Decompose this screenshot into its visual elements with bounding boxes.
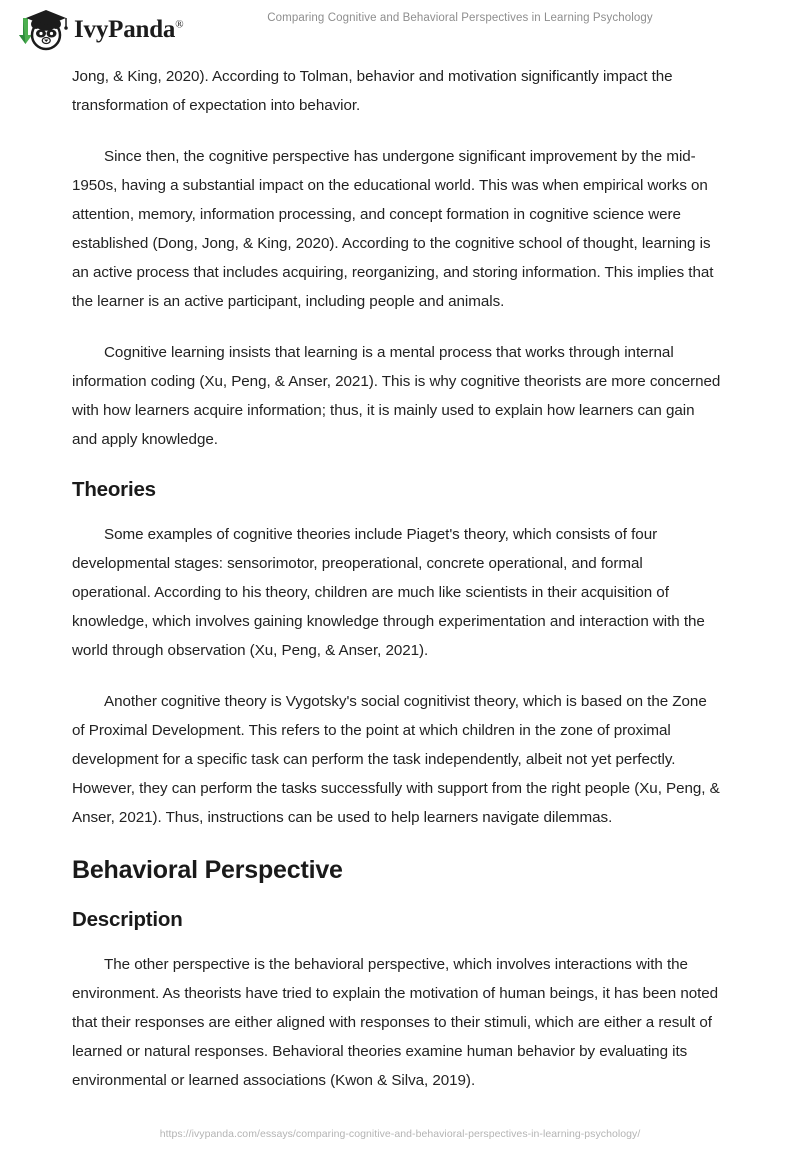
paragraph-cognitive-learning: Cognitive learning insists that learning is a mental process that works through internal information coding (Xu, Peng, & Anser, 2021). This is why cognitive theorists are more concerned with how learners acquire information; thus, it is mainly used to explain how learners can gain and apply knowledge. <box>72 344 721 448</box>
paragraph-vygotsky-theory: Another cognitive theory is Vygotsky's social cognitivist theory, which is based on the Zone of Proximal Development. This refers to the point at which children in the zone of proximal development for a specific task can perform the task independently, albeit not yet perfectly. However, they can perform the tasks successfully with support from the right people (Xu, Peng, & Anser, 2021). Thus, instructions can be used to help learners navigate dilemmas. <box>72 693 720 826</box>
page-header <box>0 0 800 58</box>
paragraph-piaget-theory: Some examples of cognitive theories include Piaget's theory, which consists of four developmental stages: sensorimotor, preoperational, concrete operational, and formal operational. According to his theory, children are much like scientists in their acquisition of knowledge, which involves gaining knowledge through experimentation and interaction with the world through observation (Xu, Peng, & Anser, 2021). <box>72 526 705 659</box>
paragraph-continuation-tolman: Jong, & King, 2020). According to Tolman, behavior and motivation significantly impact the transformation of expectation into behavior. <box>72 68 673 114</box>
heading-description: Description <box>72 908 183 931</box>
page-footer <box>0 1124 800 1142</box>
registered-trademark-icon: ® <box>175 18 184 31</box>
heading-theories: Theories <box>72 478 156 501</box>
document-content <box>72 62 722 1117</box>
paragraph-behavioral-perspective: The other perspective is the behavioral perspective, which involves interactions with the environment. As theorists have tried to explain the motivation of human beings, it has been noted that their responses are either aligned with responses to their stimuli, which are either a result of learned or natural responses. Behavioral theories examine human behavior by evaluating its environmental or learned associations (Kwon & Silva, 2019). <box>72 956 719 1089</box>
heading-behavioral-perspective: Behavioral Perspective <box>72 856 343 884</box>
document-header-title: Comparing Cognitive and Behavioral Perspectives in Learning Psychology <box>267 12 653 24</box>
paragraph-cognitive-perspective-history: Since then, the cognitive perspective has undergone significant improvement by the mid-1950s, having a substantial impact on the educational world. This was when empirical works on attention, memory, information processing, and concept formation in cognitive science were established (Dong, Jong, & King, 2020). According to the cognitive school of thought, learning is an active process that includes acquiring, reorganizing, and storing information. This implies that the learner is an active participant, including people and animals. <box>72 148 714 310</box>
footer-source-url[interactable]: https://ivypanda.com/essays/comparing-cognitive-and-behavioral-perspectives-in-learning-psychology/ <box>159 1128 641 1140</box>
brand-name-text: IvyPanda <box>74 15 176 43</box>
